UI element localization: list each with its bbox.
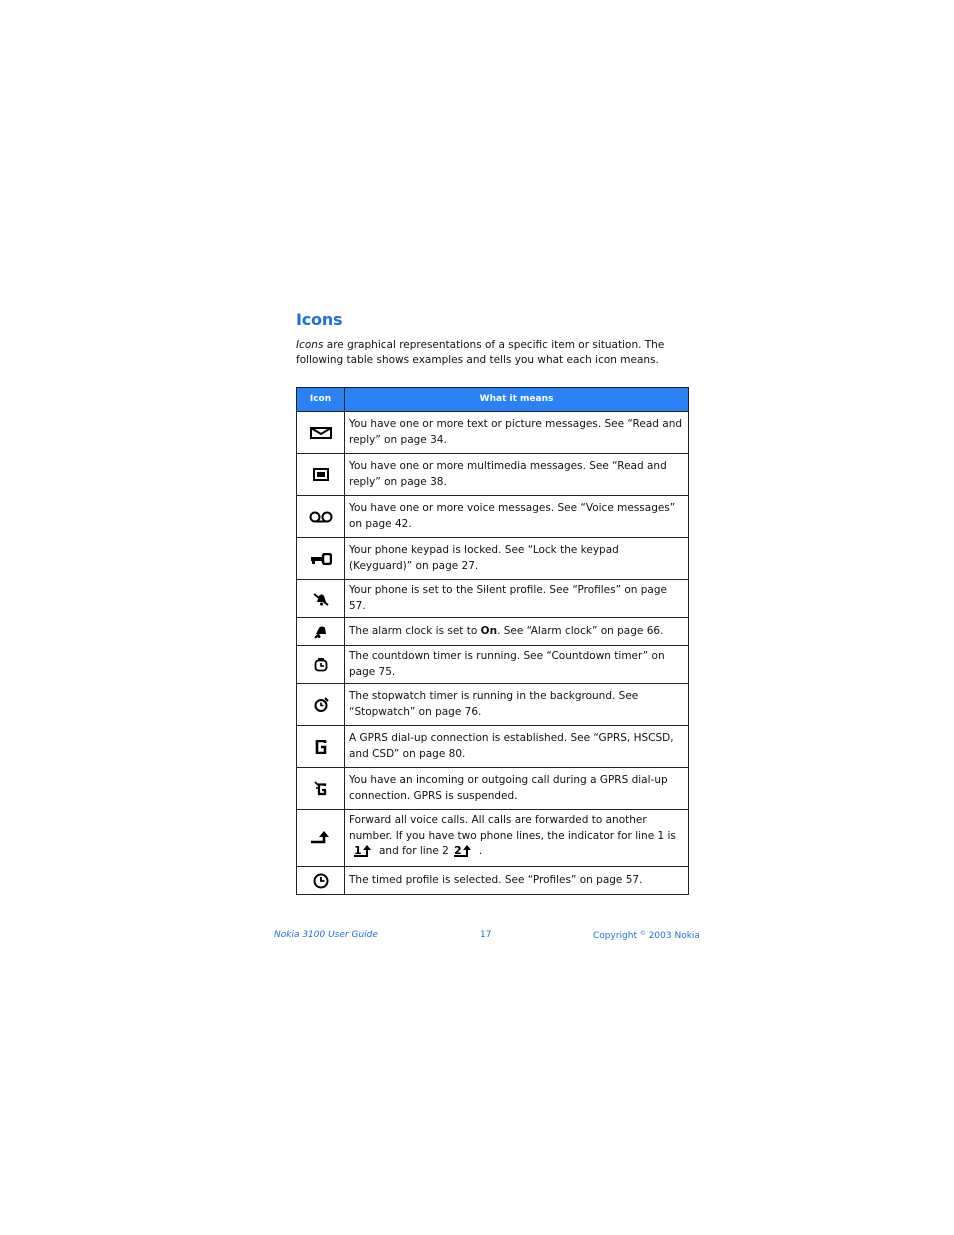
countdown-timer-icon — [297, 646, 345, 684]
intro-text: are graphical representations of a specific item or situation. The following table shows examples and tells you what each icon means. — [296, 339, 665, 366]
row-meaning-part-a: Forward all voice calls. All calls are forwarded to another number. If you have two phone lines, the indicator for line 1 is — [349, 814, 676, 842]
row-meaning-part-c: . — [478, 845, 483, 858]
table-row — [297, 618, 689, 646]
call-forward-line-1-icon — [353, 844, 375, 863]
copyright-pre: Copyright — [593, 931, 640, 941]
voice-message-icon — [297, 496, 345, 538]
table-row — [297, 496, 689, 538]
footer-page-number: 17 — [480, 930, 492, 940]
row-meaning: The countdown timer is running. See “Countdown timer” on page 75. — [345, 646, 689, 684]
row-meaning-part-b: and for line 2 — [379, 845, 449, 858]
timed-profile-icon — [297, 867, 345, 895]
row-meaning: The stopwatch timer is running in the background. See “Stopwatch” on page 76. — [345, 684, 689, 726]
gprs-icon — [297, 726, 345, 768]
table-row — [297, 684, 689, 726]
call-forward-line-2-icon — [453, 844, 475, 863]
row-meaning: The timed profile is selected. See “Profiles” on page 57. — [345, 867, 689, 895]
gprs-suspended-icon — [297, 768, 345, 810]
keypad-lock-icon — [297, 538, 345, 580]
table-row — [297, 646, 689, 684]
alarm-clock-icon — [297, 618, 345, 646]
page-title: Icons — [296, 310, 343, 329]
table-row — [297, 580, 689, 618]
row-meaning: You have one or more voice messages. See “Voice messages” on page 42. — [345, 496, 689, 538]
table-row — [297, 538, 689, 580]
copyright-symbol: © — [639, 930, 646, 937]
table-row — [297, 726, 689, 768]
row-meaning: You have one or more multimedia messages. See “Read and reply” on page 38. — [345, 454, 689, 496]
multimedia-message-icon — [297, 454, 345, 496]
call-forward-icon — [297, 810, 345, 867]
footer-guide-title: Nokia 3100 User Guide — [274, 930, 378, 940]
row-meaning: You have an incoming or outgoing call during a GPRS dial-up connection. GPRS is suspended. — [345, 768, 689, 810]
header-meaning: What it means — [345, 388, 689, 412]
table-row — [297, 810, 689, 867]
footer-copyright — [593, 930, 700, 941]
row-meaning-on: On — [480, 624, 498, 637]
row-meaning: Your phone keypad is locked. See “Lock the keypad (Keyguard)” on page 27. — [345, 538, 689, 580]
svg-text:2: 2 — [453, 844, 462, 858]
table-row — [297, 768, 689, 810]
silent-profile-icon — [297, 580, 345, 618]
table-row — [297, 454, 689, 496]
row-meaning-pre: The alarm clock is set to — [349, 624, 481, 637]
table-header-row — [297, 388, 689, 412]
row-meaning: Your phone is set to the Silent profile. See “Profiles” on page 57. — [345, 580, 689, 618]
icons-table — [296, 387, 689, 895]
row-meaning — [345, 810, 689, 867]
intro-term: Icons — [296, 339, 324, 351]
svg-text:1: 1 — [354, 844, 362, 858]
text-message-icon — [297, 412, 345, 454]
table-row — [297, 867, 689, 895]
stopwatch-icon — [297, 684, 345, 726]
intro-paragraph — [296, 338, 692, 368]
header-icon: Icon — [297, 388, 345, 412]
row-meaning: You have one or more text or picture messages. See “Read and reply” on page 34. — [345, 412, 689, 454]
table-row — [297, 412, 689, 454]
row-meaning-post: . See “Alarm clock” on page 66. — [497, 624, 664, 637]
row-meaning: A GPRS dial-up connection is established. See “GPRS, HSCSD, and CSD” on page 80. — [345, 726, 689, 768]
copyright-post: 2003 Nokia — [645, 931, 700, 941]
row-meaning — [345, 618, 689, 646]
